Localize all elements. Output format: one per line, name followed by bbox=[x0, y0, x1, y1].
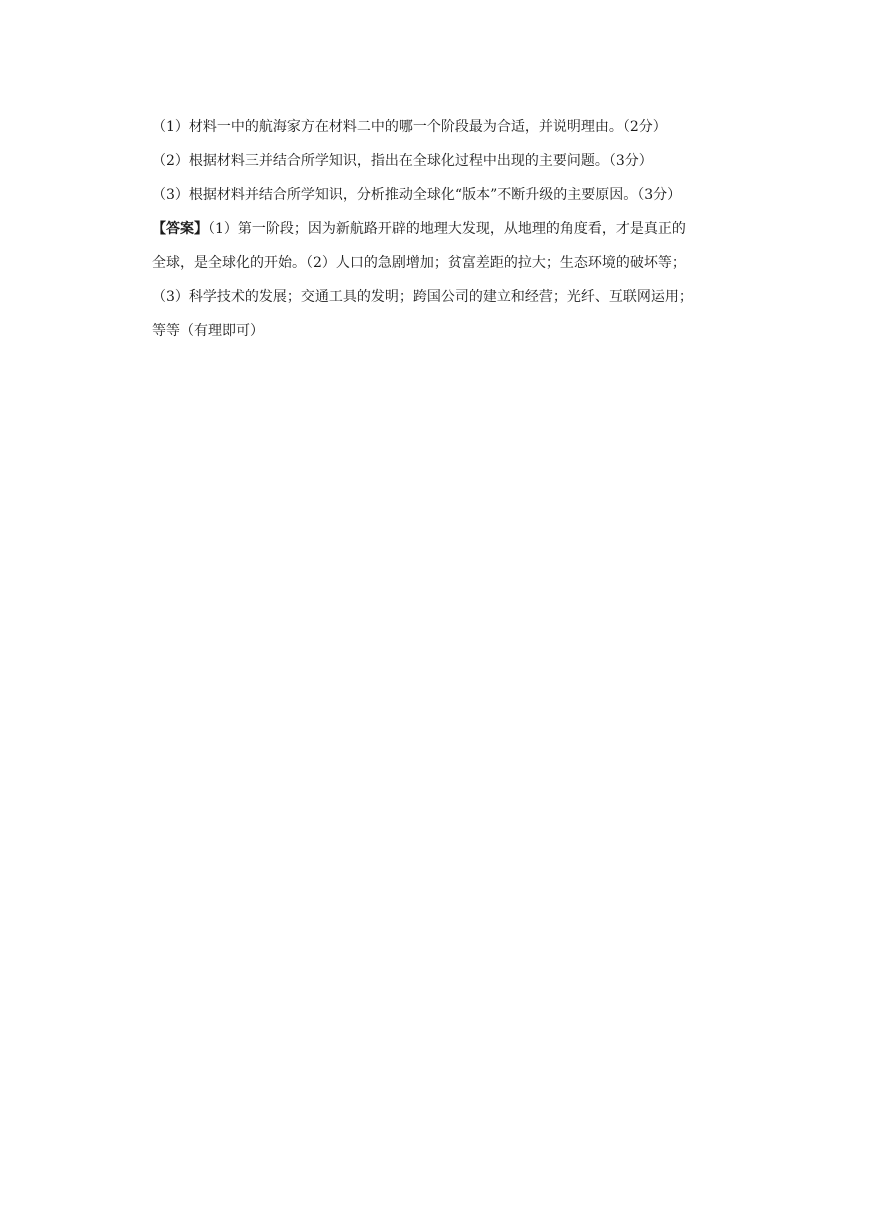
question-3: （3）根据材料并结合所学知识，分析推动全球化“版本”不断升级的主要原因。（3分） bbox=[152, 187, 682, 203]
question-1: （1）材料一中的航海家方在材料二中的哪一个阶段最为合适，并说明理由。（2分） bbox=[152, 119, 667, 135]
page-content bbox=[152, 110, 742, 348]
answer-line-1 bbox=[152, 212, 742, 246]
answer-line-3: （3）科学技术的发展；交通工具的发明；跨国公司的建立和经营；光纤、互联网运用； bbox=[152, 289, 693, 305]
answer-text-1: （1）第一阶段；因为新航路开辟的地理大发现，从地理的角度看，才是真正的 bbox=[208, 221, 686, 237]
answer-line-4: 等等（有理即可） bbox=[152, 323, 264, 339]
question-2: （2）根据材料三并结合所学知识，指出在全球化过程中出现的主要问题。（3分） bbox=[152, 153, 653, 169]
answer-label: 【答案】 bbox=[152, 221, 208, 237]
answer-line-2: 全球，是全球化的开始。（2）人口的急剧增加；贫富差距的拉大；生态环境的破坏等； bbox=[152, 255, 686, 271]
